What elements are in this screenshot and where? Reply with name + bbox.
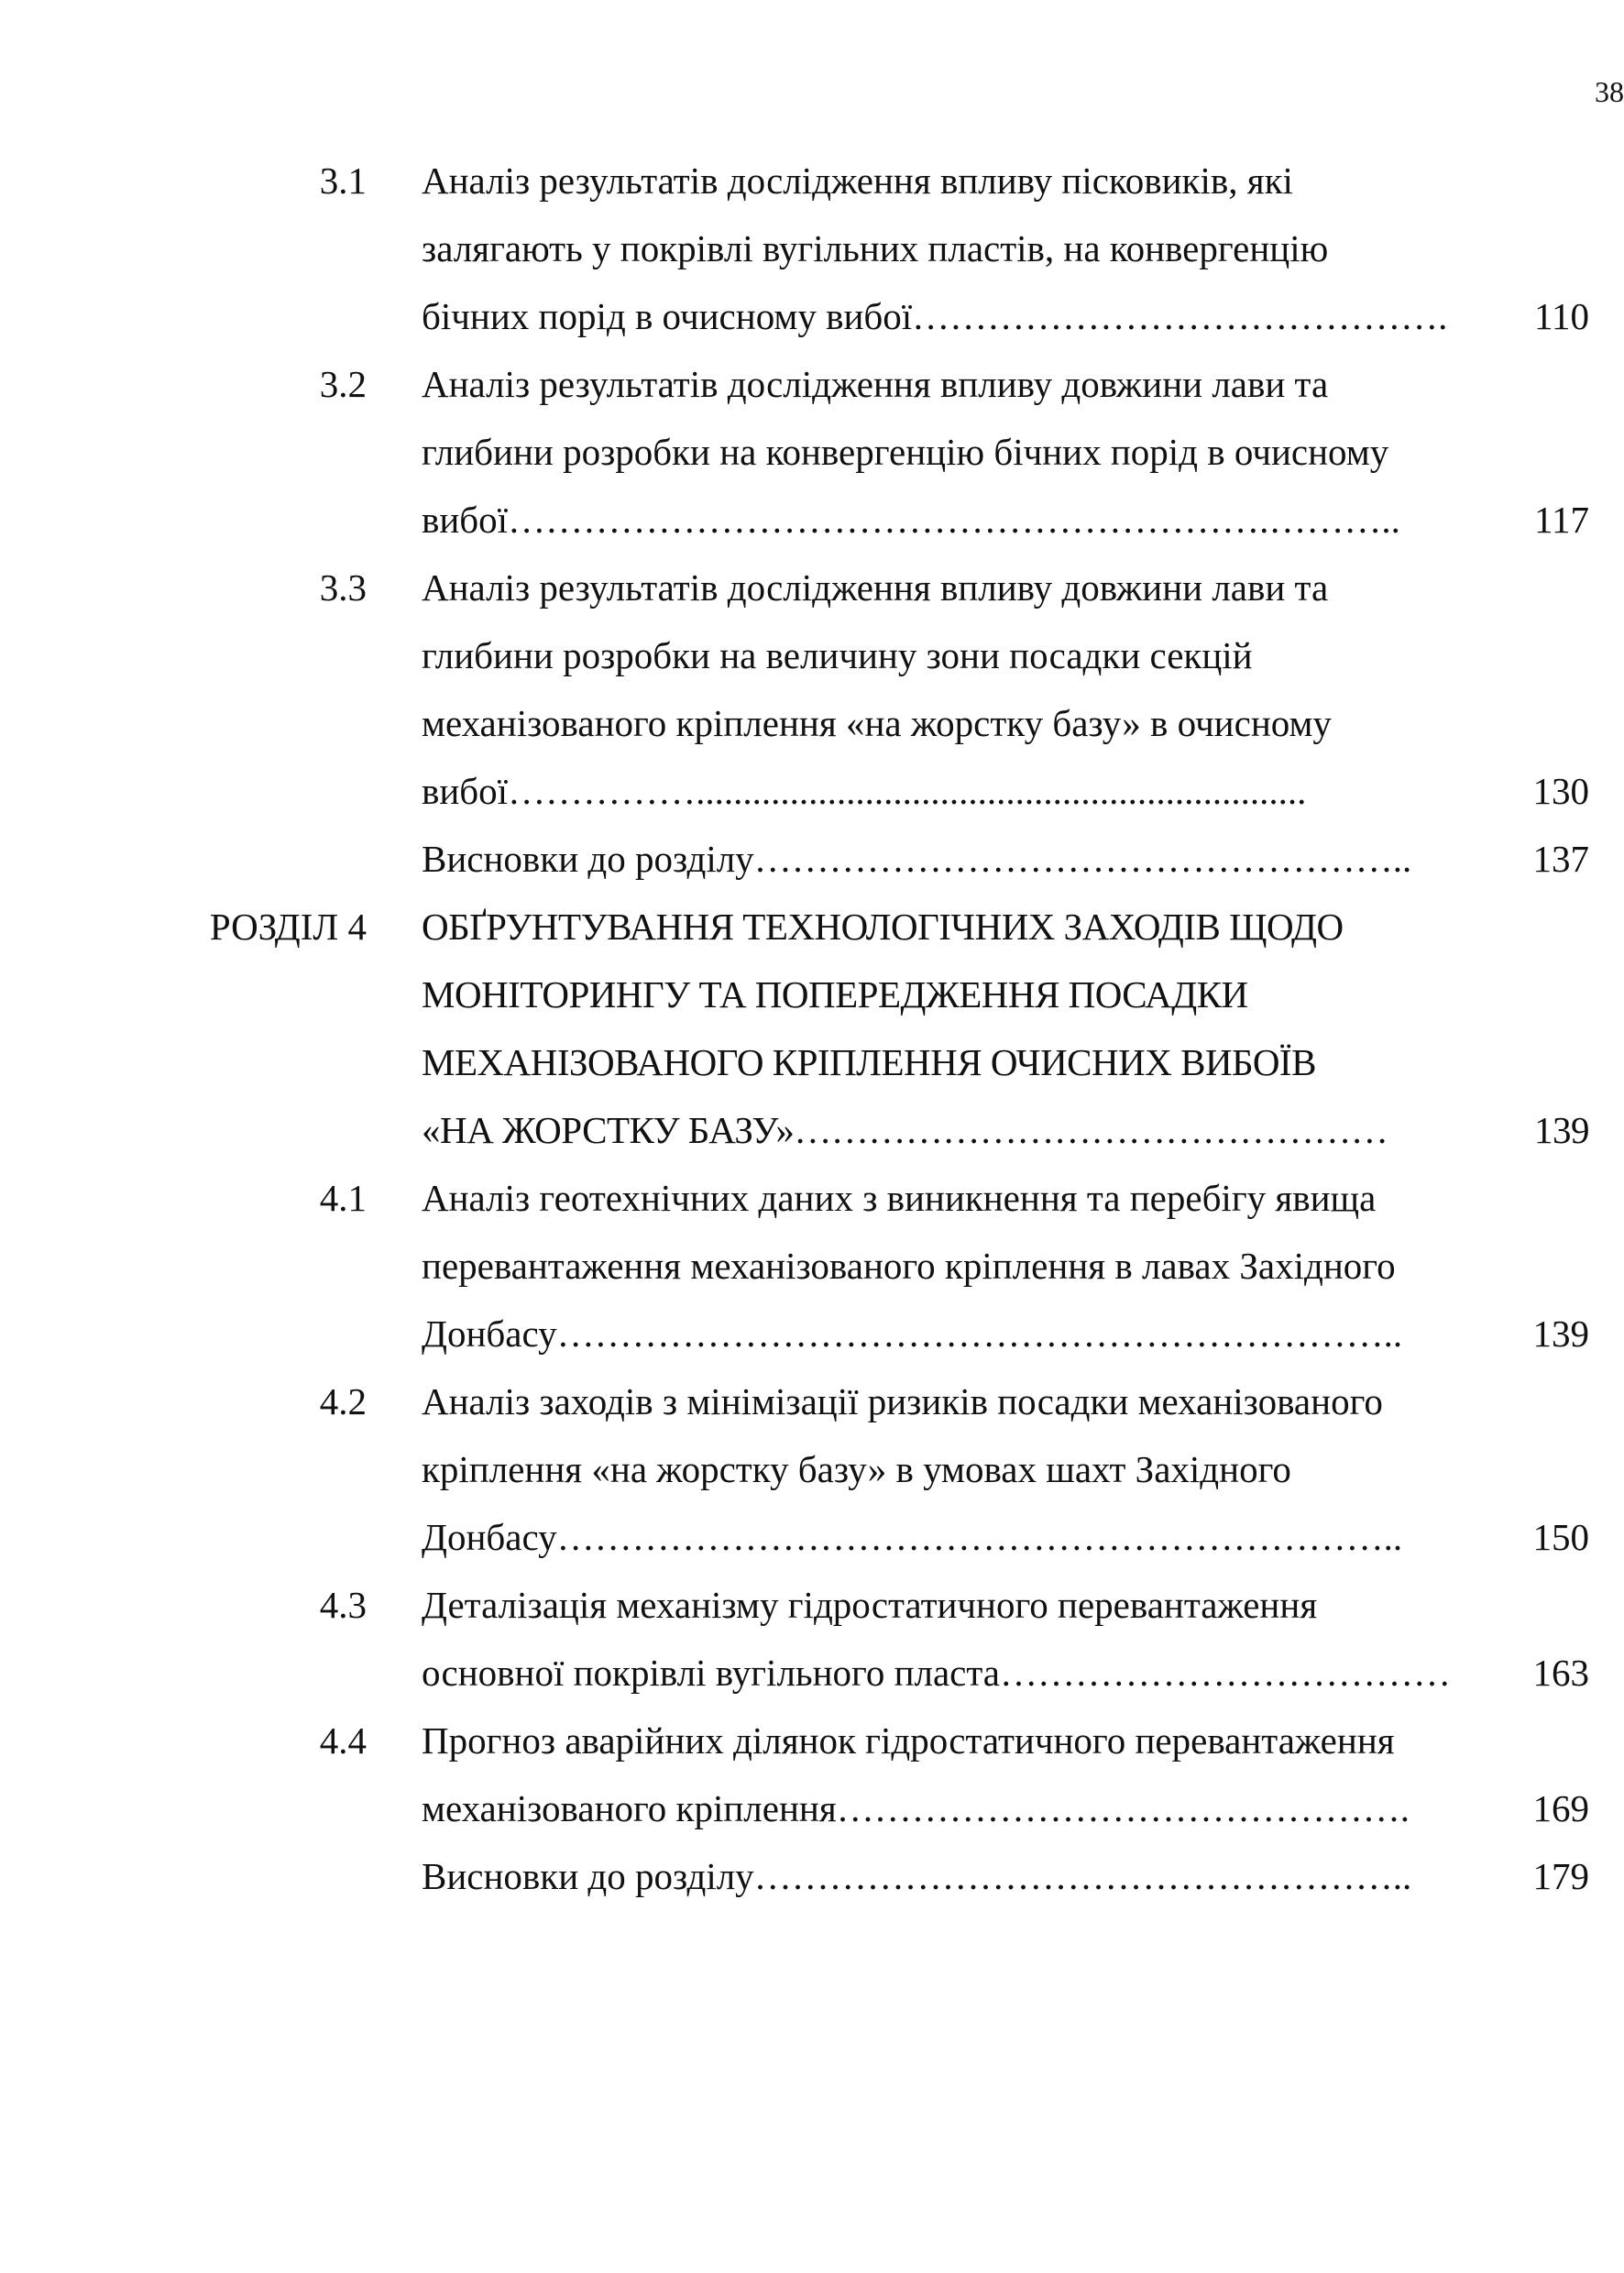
toc-entry-number: 4.3 (319, 1584, 367, 1626)
toc-entry-number: 4.1 (319, 1177, 367, 1219)
toc-entry-title-end: Донбасу (422, 1312, 557, 1355)
toc-entry (0, 350, 1624, 554)
toc-entry-last-line (422, 825, 1589, 893)
page-number-text: 38 (1595, 75, 1624, 108)
toc-entry-title-line: Аналіз результатів дослідження впливу пісковиків, які (422, 159, 1293, 202)
toc-leader-dots: ………………………………………… (794, 1109, 1388, 1151)
toc-leader-dots: ……………………………… (1000, 1652, 1451, 1694)
toc-entry-title-line: ОБҐРУНТУВАННЯ ТЕХНОЛОГІЧНИХ ЗАХОДІВ ЩОДО (422, 906, 1344, 948)
toc-entry-number: 4.4 (319, 1719, 367, 1762)
toc-entry-last-line (422, 486, 1589, 554)
toc-entry-last-line (422, 1300, 1589, 1367)
toc-entry-title-line: механізованого кріплення «на жорстку базу» в очисному (422, 702, 1332, 744)
toc-entry-last-line (422, 1639, 1589, 1707)
toc-entry-title-line: Аналіз результатів дослідження впливу довжини лави та (422, 566, 1329, 609)
toc-entry (0, 1842, 1624, 1910)
toc-entry-title-line: перевантаження механізованого кріплення в лавах Західного (422, 1245, 1396, 1287)
toc-entry-page: 169 (1532, 1787, 1589, 1829)
toc-entry-title-end: Висновки до розділу (422, 838, 754, 880)
toc-entry-title-end: основної покрівлі вугільного пласта (422, 1652, 1000, 1694)
toc-entry-page: 117 (1534, 499, 1589, 541)
toc-entry-number (0, 825, 367, 893)
toc-entry-number: 3.2 (319, 363, 367, 405)
toc-entry-page: 139 (1532, 1312, 1589, 1355)
toc-entry-number: 4.2 (319, 1380, 367, 1422)
toc-entry-last-line (422, 1842, 1589, 1910)
toc-entry-title-end: бічних порід в очисному вибої (422, 295, 913, 337)
toc-entry-title-line: МОНІТОРИНГУ ТА ПОПЕРЕДЖЕННЯ ПОСАДКИ (422, 973, 1248, 1016)
toc-entry (0, 554, 1624, 825)
table-of-contents (0, 147, 1624, 1910)
toc-entry-title-end: вибої (422, 770, 509, 812)
toc-leader-dots: ………………………………………………………….. (556, 1312, 1403, 1355)
toc-entry-page: 110 (1534, 295, 1589, 337)
toc-leader-dots: …………………………………………….. (753, 1855, 1412, 1897)
toc-entry-last-line (422, 282, 1589, 350)
toc-leader-dots: …………………………………………….. (753, 838, 1412, 880)
toc-entry (0, 825, 1624, 893)
toc-entry-title-line: МЕХАНІЗОВАНОГО КРІПЛЕННЯ ОЧИСНИХ ВИБОЇВ (422, 1041, 1316, 1083)
toc-entry-title-line: глибини розробки на конвергенцію бічних порід в очисному (422, 431, 1389, 473)
toc-entry-page: 137 (1532, 838, 1589, 880)
toc-entry-title-line: залягають у покрівлі вугільних пластів, на конвергенцію (422, 227, 1329, 269)
toc-entry-number (0, 1842, 367, 1910)
toc-leader-dots: …………………………………………………….……….. (508, 499, 1400, 541)
toc-entry-title-end: Донбасу (422, 1516, 557, 1558)
toc-entry-page: 130 (1532, 770, 1589, 812)
toc-entry-page: 150 (1532, 1516, 1589, 1558)
toc-entry-title-end: «НА ЖОРСТКУ БАЗУ» (422, 1109, 795, 1151)
toc-entry-title-end: Висновки до розділу (422, 1855, 754, 1897)
toc-entry-number: 3.1 (319, 159, 367, 202)
toc-leader-dots: ………………………………………. (836, 1787, 1410, 1829)
toc-entry (0, 1571, 1624, 1707)
toc-entry-title-line: Аналіз заходів з мінімізації ризиків посадки механізованого (422, 1380, 1383, 1422)
toc-entry-page: 163 (1532, 1652, 1589, 1694)
toc-entry (0, 1707, 1624, 1842)
toc-entry (0, 893, 1624, 1164)
toc-entry-page: 139 (1534, 1109, 1589, 1151)
toc-entry-title-line: Деталізація механізму гідростатичного перевантаження (422, 1584, 1318, 1626)
toc-entry (0, 147, 1624, 350)
toc-entry-title-line: кріплення «на жорстку базу» в умовах шахт Західного (422, 1448, 1291, 1490)
toc-entry-page: 179 (1532, 1855, 1589, 1897)
toc-entry-title-end: вибої (422, 499, 509, 541)
toc-entry-last-line (422, 1774, 1589, 1842)
toc-entry-title-line: Аналіз результатів дослідження впливу довжини лави та (422, 363, 1329, 405)
toc-leader-dots: ………………………………………………………….. (556, 1516, 1403, 1558)
toc-entry-number: 3.3 (319, 566, 367, 609)
toc-entry (0, 1164, 1624, 1367)
toc-entry-last-line (422, 1096, 1589, 1164)
toc-entry (0, 1367, 1624, 1571)
toc-entry-last-line (422, 757, 1589, 825)
toc-leader-dots: ……………................................................................. (508, 770, 1307, 812)
toc-entry-title-end: механізованого кріплення (422, 1787, 837, 1829)
toc-leader-dots: ……………………………………. (912, 295, 1448, 337)
toc-entry-title-line: глибини розробки на величину зони посадки секцій (422, 634, 1253, 676)
toc-entry-number: РОЗДІЛ 4 (209, 906, 367, 948)
toc-entry-last-line (422, 1503, 1589, 1571)
toc-entry-title-line: Аналіз геотехнічних даних з виникнення та перебігу явища (422, 1177, 1377, 1219)
toc-entry-title-line: Прогноз аварійних ділянок гідростатичного перевантаження (422, 1719, 1395, 1762)
